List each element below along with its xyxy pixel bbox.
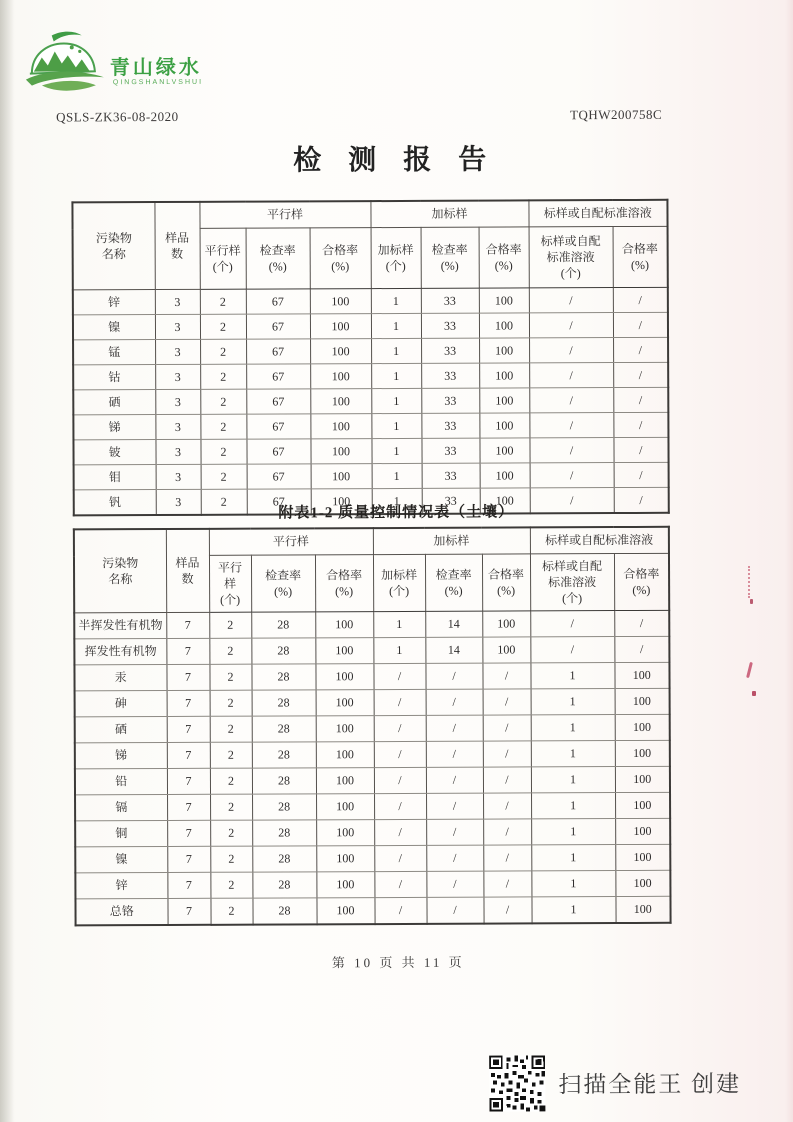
value-cell: 28 (252, 794, 316, 820)
value-cell: / (614, 487, 669, 513)
col-header-pollutant: 污染物 名称 (74, 529, 166, 613)
col-header-pass-rate: 合格率 (%) (613, 226, 668, 287)
value-cell: 100 (615, 688, 670, 714)
value-cell: / (483, 689, 531, 715)
table-row (75, 870, 670, 899)
table2-caption: 附表1-2 质量控制情况表（土壤） (278, 504, 515, 522)
value-cell: 100 (315, 638, 373, 664)
value-cell: / (613, 437, 668, 462)
value-cell: / (483, 767, 531, 793)
value-cell: 100 (310, 364, 371, 389)
pollutant-name-cell: 挥发性有机物 (74, 639, 166, 665)
value-cell: 2 (201, 464, 247, 489)
col-header-pass-rate: 合格率 (%) (614, 553, 669, 610)
value-cell: 1 (371, 338, 421, 363)
pollutant-name-cell: 钴 (73, 365, 155, 390)
value-cell: / (613, 362, 668, 387)
value-cell: 100 (615, 792, 670, 818)
value-cell: / (613, 337, 668, 362)
value-cell: / (614, 462, 669, 487)
value-cell: / (529, 363, 613, 388)
value-cell: 67 (246, 439, 310, 464)
value-cell: / (426, 871, 483, 897)
value-cell: / (374, 897, 426, 924)
group-header-parallel: 平行样 (209, 528, 373, 555)
table-row (73, 437, 668, 465)
table-row (75, 688, 670, 717)
value-cell: / (483, 819, 531, 845)
logo-company-name: 青山绿水 (109, 56, 202, 80)
value-cell: 100 (315, 664, 373, 690)
group-header-parallel: 平行样 (199, 201, 370, 228)
value-cell: 100 (482, 637, 530, 663)
value-cell: 1 (531, 767, 615, 793)
value-cell: 33 (421, 288, 479, 313)
table-row (74, 610, 669, 639)
value-cell: 33 (421, 438, 479, 463)
table-row (75, 818, 670, 847)
pollutant-name-cell: 钒 (74, 490, 156, 516)
value-cell: 7 (167, 872, 210, 898)
value-cell: 33 (421, 338, 479, 363)
value-cell: 2 (200, 314, 246, 339)
pollutant-name-cell: 砷 (75, 691, 167, 717)
col-header-sample-count: 样品 数 (154, 202, 199, 290)
value-cell: 3 (156, 489, 201, 515)
value-cell: 1 (373, 611, 425, 637)
value-cell: 28 (252, 846, 316, 872)
value-cell: 1 (372, 463, 422, 488)
value-cell: 1 (531, 845, 615, 871)
value-cell: 1 (371, 388, 421, 413)
value-cell: 7 (166, 612, 209, 638)
value-cell: 1 (371, 413, 421, 438)
value-cell: 100 (310, 389, 371, 414)
value-cell: 100 (615, 896, 670, 923)
col-header-check-rate: 检查率 (%) (246, 228, 310, 289)
value-cell: 2 (210, 716, 252, 742)
value-cell: 28 (252, 872, 316, 898)
pollutant-name-cell: 锰 (73, 340, 155, 365)
col-header-standard-count: 标样或自配 标准溶液 (个) (529, 227, 613, 288)
value-cell: 33 (421, 313, 479, 338)
logo-company-name-pinyin: QINGSHANLVSHUI (112, 78, 204, 87)
value-cell: 100 (479, 313, 529, 338)
pollutant-name-cell: 镉 (75, 795, 167, 821)
value-cell: 2 (209, 612, 251, 638)
value-cell: 7 (167, 794, 210, 820)
value-cell: 100 (310, 414, 371, 439)
value-cell: / (426, 767, 483, 793)
value-cell: / (426, 819, 483, 845)
table-row (75, 740, 670, 769)
value-cell: 7 (167, 820, 210, 846)
table-row (73, 362, 668, 390)
value-cell: 67 (246, 364, 310, 389)
value-cell: / (613, 387, 668, 412)
value-cell: 67 (246, 314, 310, 339)
value-cell: / (426, 845, 483, 871)
pollutant-name-cell: 铅 (75, 769, 167, 795)
value-cell: 67 (246, 389, 310, 414)
value-cell: 1 (371, 313, 421, 338)
table-row (75, 844, 670, 873)
value-cell: 67 (247, 464, 311, 489)
value-cell: 33 (421, 413, 479, 438)
value-cell: 33 (422, 463, 480, 488)
value-cell: / (529, 288, 613, 313)
value-cell: / (529, 438, 613, 463)
value-cell: 1 (531, 871, 615, 897)
value-cell: 33 (421, 363, 479, 388)
table-row (75, 766, 670, 795)
qingshan-lvshui-logo-icon (24, 27, 110, 107)
value-cell: / (374, 793, 426, 819)
value-cell: 1 (531, 715, 615, 741)
pollutant-name-cell: 硒 (75, 717, 167, 743)
value-cell: / (529, 313, 613, 338)
value-cell: 2 (210, 742, 252, 768)
value-cell: 2 (210, 872, 252, 898)
value-cell: 2 (210, 794, 252, 820)
value-cell: / (374, 741, 426, 767)
value-cell: 7 (167, 846, 210, 872)
col-header-pass-rate: 合格率 (%) (479, 227, 529, 288)
value-cell: 3 (155, 339, 200, 364)
col-header-check-rate: 检查率 (%) (251, 555, 315, 612)
value-cell: 100 (479, 388, 529, 413)
table-row (75, 896, 670, 925)
value-cell: 2 (210, 898, 252, 925)
table-row (73, 287, 668, 315)
value-cell: 2 (200, 414, 246, 439)
value-cell: / (374, 689, 426, 715)
value-cell: / (614, 636, 669, 662)
value-cell: / (529, 388, 613, 413)
value-cell: 100 (316, 742, 374, 768)
qc-table-metals (71, 199, 669, 517)
value-cell: 2 (200, 339, 246, 364)
pollutant-name-cell: 锌 (75, 873, 167, 899)
qr-code-icon (489, 1055, 545, 1111)
pollutant-name-cell: 总铬 (75, 899, 167, 926)
value-cell: 1 (531, 793, 615, 819)
pollutant-name-cell: 镍 (75, 847, 167, 873)
value-cell: / (613, 412, 668, 437)
value-cell: 2 (210, 690, 252, 716)
value-cell: / (530, 637, 614, 663)
value-cell: 100 (614, 662, 669, 688)
pollutant-name-cell: 硒 (73, 390, 155, 415)
value-cell: 100 (479, 413, 529, 438)
value-cell: 28 (252, 768, 316, 794)
value-cell: 1 (371, 288, 421, 313)
value-cell: / (374, 845, 426, 871)
value-cell: / (373, 663, 425, 689)
report-number-right: TQHW200758C (570, 106, 663, 123)
value-cell: 67 (246, 339, 310, 364)
pollutant-name-cell: 汞 (74, 665, 166, 691)
col-header-pollutant: 污染物 名称 (72, 202, 154, 290)
value-cell: 2 (210, 768, 252, 794)
value-cell: / (483, 897, 531, 924)
pollutant-name-cell: 铍 (73, 440, 155, 465)
value-cell: 100 (310, 339, 371, 364)
value-cell: / (374, 767, 426, 793)
table-row (73, 337, 668, 365)
value-cell: 2 (200, 364, 246, 389)
value-cell: 1 (372, 488, 422, 514)
value-cell: 7 (167, 716, 210, 742)
value-cell: / (530, 463, 614, 488)
value-cell: 100 (316, 846, 374, 872)
col-header-check-rate: 检查率 (%) (421, 227, 479, 288)
value-cell: / (613, 287, 668, 312)
value-cell: 28 (251, 664, 315, 690)
value-cell: 3 (155, 389, 200, 414)
pollutant-name-cell: 锑 (73, 415, 155, 440)
value-cell: 100 (615, 740, 670, 766)
value-cell: 28 (251, 612, 315, 638)
col-header-standard-count: 标样或自配 标准溶液 (个) (530, 554, 614, 611)
value-cell: 2 (200, 389, 246, 414)
table-row (74, 462, 669, 490)
value-cell: 7 (166, 638, 209, 664)
value-cell: 67 (247, 489, 311, 515)
pollutant-name-cell: 钼 (74, 465, 156, 490)
value-cell: 1 (531, 741, 615, 767)
value-cell: 100 (316, 898, 374, 925)
group-header-spike: 加标样 (370, 200, 528, 227)
value-cell: / (530, 611, 614, 637)
value-cell: 2 (209, 664, 251, 690)
table-row (74, 636, 669, 665)
value-cell: / (374, 819, 426, 845)
camscanner-watermark-text: 扫描全能王 创建 (558, 1071, 742, 1098)
value-cell: 100 (316, 768, 374, 794)
table-row (73, 312, 668, 340)
qc-table-soil (73, 526, 672, 927)
page-number: 第 10 页 共 11 页 (331, 954, 465, 971)
value-cell: 100 (315, 612, 373, 638)
col-header-spike-count: 加标样 (个) (373, 554, 425, 611)
value-cell: 100 (310, 439, 371, 464)
value-cell: 7 (167, 742, 210, 768)
value-cell: 7 (167, 898, 210, 925)
value-cell: 7 (167, 768, 210, 794)
value-cell: 2 (200, 439, 246, 464)
value-cell: 1 (531, 689, 615, 715)
col-header-parallel-count: 平行样 (个) (200, 228, 246, 289)
value-cell: 100 (480, 488, 530, 514)
value-cell: 100 (479, 363, 529, 388)
value-cell: 3 (155, 364, 200, 389)
value-cell: / (374, 871, 426, 897)
table-row (75, 792, 670, 821)
value-cell: 3 (155, 289, 200, 314)
col-header-spike-count: 加标样 (个) (371, 227, 421, 288)
pollutant-name-cell: 铜 (75, 821, 167, 847)
pollutant-name-cell: 锑 (75, 743, 167, 769)
col-header-sample-count: 样品 数 (166, 529, 209, 613)
col-header-check-rate: 检查率 (%) (425, 554, 482, 611)
value-cell: 14 (425, 637, 482, 663)
value-cell: 100 (316, 820, 374, 846)
col-header-pass-rate: 合格率 (%) (315, 555, 373, 612)
value-cell: 100 (479, 438, 529, 463)
value-cell: / (483, 741, 531, 767)
value-cell: 2 (210, 846, 252, 872)
table-row (73, 387, 668, 415)
value-cell: 33 (421, 388, 479, 413)
table-row (74, 662, 669, 691)
value-cell: 100 (316, 690, 374, 716)
value-cell: / (425, 663, 482, 689)
value-cell: 28 (252, 898, 316, 925)
value-cell: 100 (615, 766, 670, 792)
value-cell: 100 (479, 338, 529, 363)
pollutant-name-cell: 锌 (73, 290, 155, 315)
value-cell: 100 (310, 289, 371, 314)
value-cell: 100 (615, 818, 670, 844)
value-cell: / (529, 413, 613, 438)
value-cell: 14 (425, 611, 482, 637)
value-cell: 100 (310, 314, 371, 339)
value-cell: / (529, 338, 613, 363)
value-cell: 100 (615, 870, 670, 896)
value-cell: 1 (371, 438, 421, 463)
value-cell: 100 (316, 716, 374, 742)
value-cell: 100 (615, 844, 670, 870)
value-cell: 28 (252, 820, 316, 846)
value-cell: / (426, 793, 483, 819)
col-header-pass-rate: 合格率 (%) (310, 228, 371, 289)
report-number-left: QSLS-ZK36-08-2020 (56, 108, 179, 125)
value-cell: / (530, 488, 614, 514)
value-cell: 100 (316, 872, 374, 898)
value-cell: 1 (371, 363, 421, 388)
value-cell: 3 (156, 464, 201, 489)
value-cell: / (483, 845, 531, 871)
value-cell: 2 (209, 638, 251, 664)
value-cell: 100 (482, 611, 530, 637)
page-title: 检 测 报 告 (293, 144, 497, 177)
value-cell: 28 (252, 690, 316, 716)
value-cell: / (483, 793, 531, 819)
pollutant-name-cell: 半挥发性有机物 (74, 613, 166, 639)
value-cell: 28 (252, 716, 316, 742)
value-cell: 67 (246, 414, 310, 439)
value-cell: 100 (480, 463, 530, 488)
group-header-standard: 标样或自配标准溶液 (530, 527, 669, 554)
table-row (73, 412, 668, 440)
value-cell: 33 (422, 488, 480, 514)
value-cell: 1 (530, 663, 614, 689)
value-cell: 2 (210, 820, 252, 846)
value-cell: 2 (200, 289, 246, 314)
value-cell: 7 (166, 664, 209, 690)
value-cell: / (482, 663, 530, 689)
value-cell: / (426, 897, 483, 924)
pollutant-name-cell: 镍 (73, 315, 155, 340)
value-cell: 100 (479, 288, 529, 313)
value-cell: 3 (155, 414, 200, 439)
value-cell: / (614, 610, 669, 636)
value-cell: 3 (155, 314, 200, 339)
table-row (75, 714, 670, 743)
value-cell: / (483, 715, 531, 741)
group-header-spike: 加标样 (373, 527, 530, 554)
value-cell: 28 (251, 638, 315, 664)
value-cell: 100 (311, 489, 372, 515)
col-header-parallel-count: 平行 样 (个) (209, 555, 251, 612)
value-cell: 100 (615, 714, 670, 740)
value-cell: 100 (316, 794, 374, 820)
value-cell: 1 (531, 819, 615, 845)
value-cell: 100 (311, 464, 372, 489)
value-cell: 1 (373, 637, 425, 663)
value-cell: / (374, 715, 426, 741)
group-header-standard: 标样或自配标准溶液 (528, 200, 667, 227)
value-cell: 2 (201, 489, 247, 515)
col-header-pass-rate: 合格率 (%) (482, 554, 530, 611)
value-cell: 7 (167, 690, 210, 716)
value-cell: / (426, 741, 483, 767)
value-cell: 28 (252, 742, 316, 768)
value-cell: 67 (246, 289, 310, 314)
value-cell: 1 (531, 897, 615, 924)
value-cell: / (426, 689, 483, 715)
value-cell: / (483, 871, 531, 897)
value-cell: / (613, 312, 668, 337)
value-cell: / (426, 715, 483, 741)
value-cell: 3 (155, 439, 200, 464)
